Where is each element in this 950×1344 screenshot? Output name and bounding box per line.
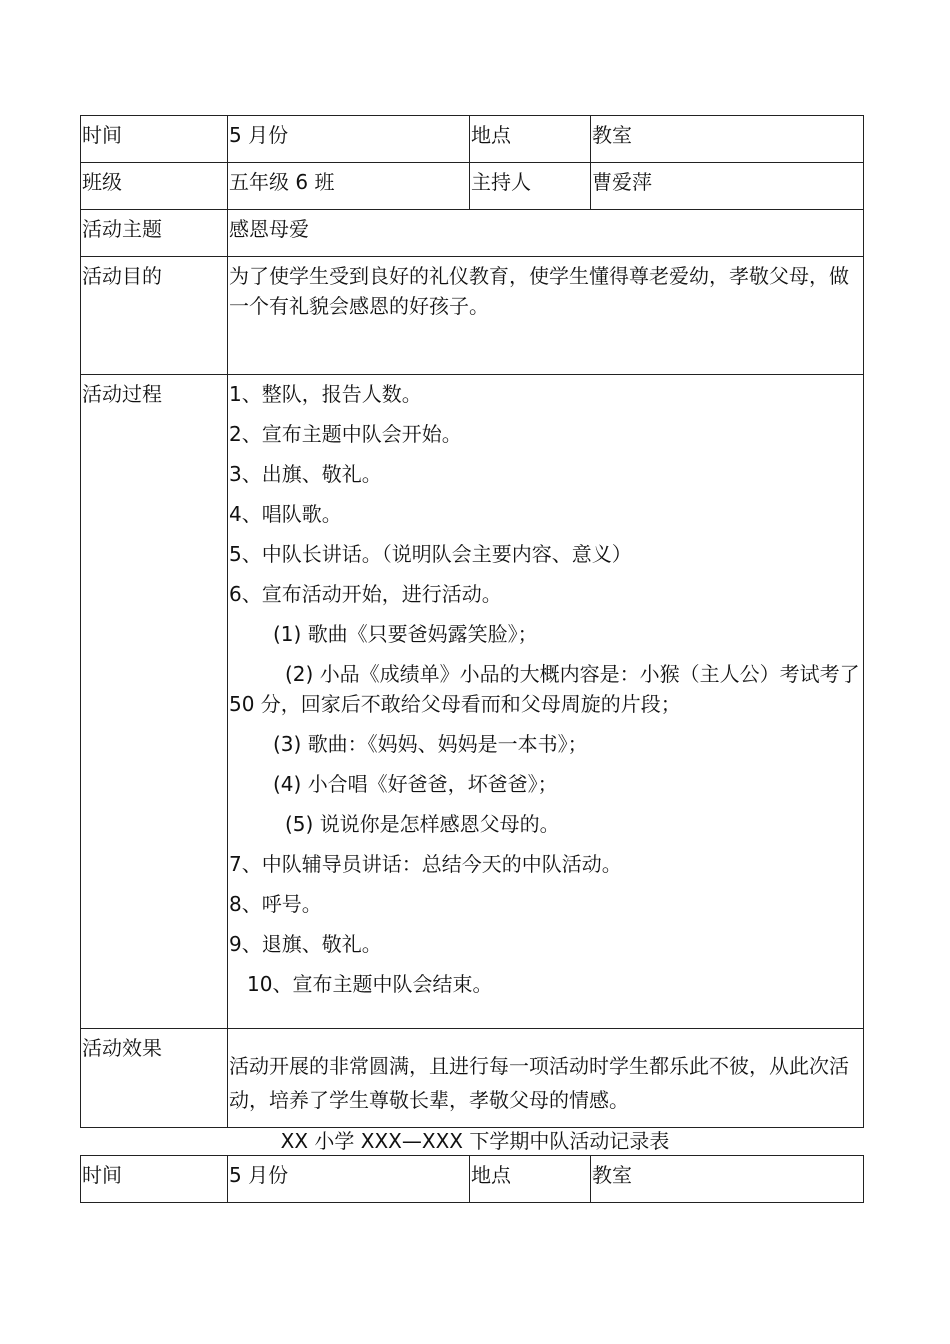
purpose-value: 为了使学生受到良好的礼仪教育，使学生懂得尊老爱幼，孝敬父母，做一个有礼貌会感恩的好孩子。 [228,257,864,375]
process-label: 活动过程 [81,375,228,1029]
time-label: 时间 [81,1156,228,1203]
class-value: 五年级 6 班 [228,163,470,210]
purpose-label: 活动目的 [81,257,228,375]
process-step: 6、宣布活动开始，进行活动。 [229,582,502,606]
host-value: 曹爱萍 [591,163,864,210]
process-substep: (2) 小品《成绩单》小品的大概内容是：小猴（主人公）考试考了 50 分，回家后不敢给父母看而和父母周旋的片段； [229,662,860,716]
process-substep: (5) 说说你是怎样感恩父母的。 [285,812,560,836]
activity-record-table-2 [80,1155,864,1203]
process-step: 9、退旗、敬礼。 [229,932,382,956]
place-label: 地点 [470,116,591,163]
time-value: 5 月份 [228,116,470,163]
process-step: 1、整队，报告人数。 [229,382,422,406]
host-label: 主持人 [470,163,591,210]
theme-value: 感恩母爱 [228,210,864,257]
class-label: 班级 [81,163,228,210]
effect-cell [228,1029,864,1128]
row-theme [81,210,864,257]
process-step: 2、宣布主题中队会开始。 [229,422,462,446]
row-class [81,163,864,210]
process-substep: (1) 歌曲《只要爸妈露笑脸》； [273,622,538,646]
place-value: 教室 [591,1156,864,1203]
row-effect [81,1029,864,1128]
process-step: 5、中队长讲话。（说明队会主要内容、意义） [229,542,632,566]
theme-label: 活动主题 [81,210,228,257]
row-process [81,375,864,1029]
process-substep: (4) 小合唱《好爸爸，坏爸爸》； [273,772,558,796]
process-step: 3、出旗、敬礼。 [229,462,382,486]
record-table-title: XX 小学 XXX—XXX 下学期中队活动记录表 [280,1129,670,1153]
effect-label: 活动效果 [81,1029,228,1128]
process-steps [228,375,864,1029]
process-substep: (3) 歌曲：《妈妈、妈妈是一本书》； [273,732,588,756]
process-step: 4、唱队歌。 [229,502,342,526]
process-step: 7、中队辅导员讲话：总结今天的中队活动。 [229,852,622,876]
activity-record-table [80,115,864,1128]
process-step: 8、呼号。 [229,892,322,916]
place-value: 教室 [591,116,864,163]
row-time [81,1156,864,1203]
row-time [81,116,864,163]
effect-value: 活动开展的非常圆满，且进行每一项活动时学生都乐此不彼，从此次活动，培养了学生尊敬长辈，孝敬父母的情感。 [229,1054,849,1112]
time-value: 5 月份 [228,1156,470,1203]
time-label: 时间 [81,116,228,163]
row-purpose [81,257,864,375]
process-step: 10、宣布主题中队会结束。 [247,972,493,996]
place-label: 地点 [470,1156,591,1203]
